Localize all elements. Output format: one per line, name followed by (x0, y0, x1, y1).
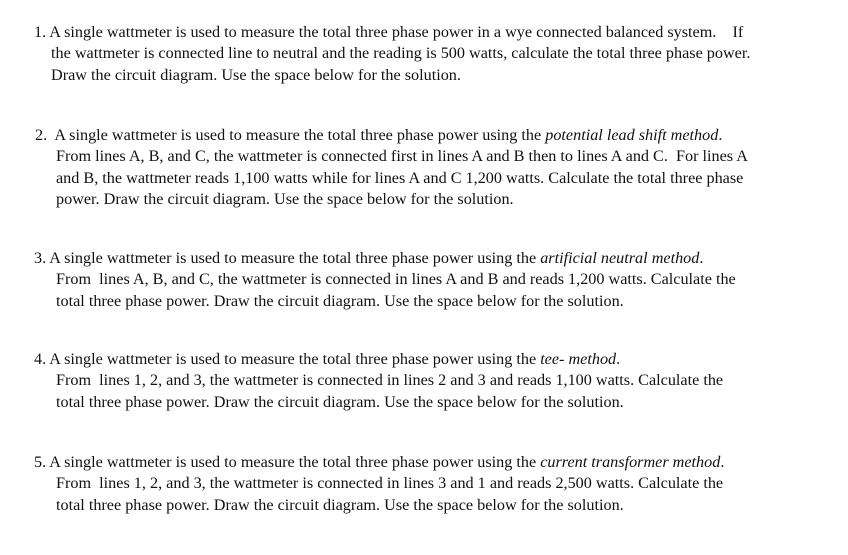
problem-1-line-3: Draw the circuit diagram. Use the space below for the solution. (51, 65, 461, 84)
method-name: artificial neutral method (540, 249, 700, 267)
problem-3-line-1: 3. A single wattmeter is used to measure the total three phase power using the artificial neutral method. (34, 249, 704, 267)
problem-2 (35, 125, 748, 210)
problem-5-line-1: 5. A single wattmeter is used to measure the total three phase power using the current transformer method. (34, 453, 725, 471)
problem-2-line-4: power. Draw the circuit diagram. Use the space below for the solution. (56, 189, 514, 208)
problem-3-line-3: total three phase power. Draw the circuit diagram. Use the space below for the solution. (56, 291, 624, 310)
method-name: current transformer method (540, 453, 721, 471)
problem-5-line-2: From lines 1, 2, and 3, the wattmeter is connected in lines 3 and 1 and reads 2,500 watts. Calculate the (56, 474, 724, 493)
problem-1-line-2: the wattmeter is connected line to neutral and the reading is 500 watts, calculate the total three phase power. (51, 44, 751, 63)
problem-3 (34, 248, 736, 312)
problem-2-line-2: From lines A, B, and C, the wattmeter is connected first in lines A and B then to lines A and C. For lines A (56, 147, 748, 166)
problem-1 (34, 22, 750, 86)
problem-4-line-2: From lines 1, 2, and 3, the wattmeter is connected in lines 2 and 3 and reads 1,100 watts. Calculate the (56, 371, 724, 390)
problem-5-line-3: total three phase power. Draw the circuit diagram. Use the space below for the solution. (56, 495, 624, 514)
problem-2-line-1: 2. A single wattmeter is used to measure the total three phase power using the potential lead shift method. (35, 126, 723, 144)
problem-2-line-3: and B, the wattmeter reads 1,100 watts while for lines A and C 1,200 watts. Calculate the total three phase (56, 168, 744, 187)
problem-1-line-1: 1. A single wattmeter is used to measure the total three phase power in a wye connected balanced system. If (34, 23, 744, 41)
problem-4 (34, 349, 723, 413)
method-name: potential lead shift method (545, 126, 719, 144)
method-name: tee- method (540, 350, 617, 368)
problem-4-line-3: total three phase power. Draw the circuit diagram. Use the space below for the solution. (56, 392, 624, 411)
problem-4-line-1: 4. A single wattmeter is used to measure the total three phase power using the tee- method. (34, 350, 621, 368)
problem-3-line-2: From lines A, B, and C, the wattmeter is connected in lines A and B and reads 1,200 watts. Calculate the (56, 270, 736, 289)
problem-5 (34, 452, 724, 516)
